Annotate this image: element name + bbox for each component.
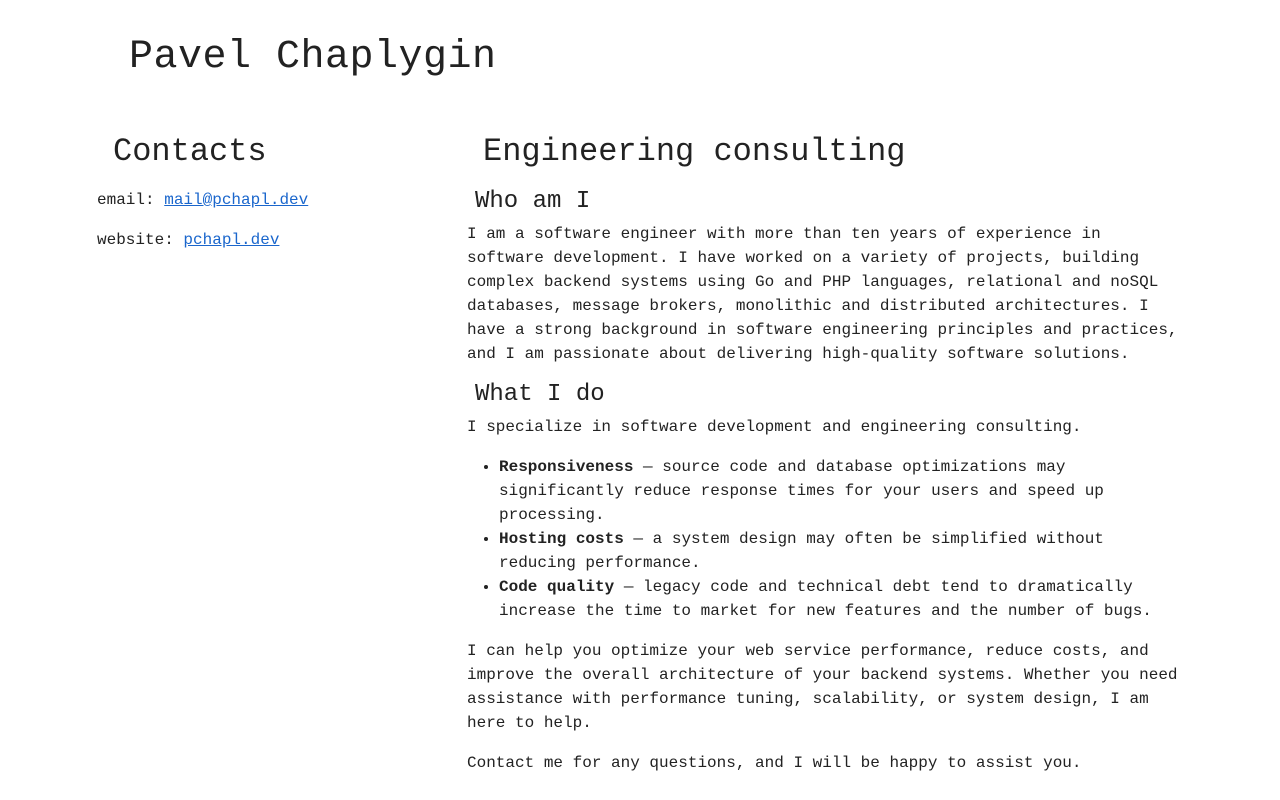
page-heading: Engineering consulting bbox=[483, 133, 906, 170]
what-i-do-intro: I specialize in software development and engineering consulting. bbox=[467, 418, 1082, 436]
list-item bbox=[499, 575, 1187, 623]
contacts-sidebar bbox=[97, 130, 427, 251]
website-label: website: bbox=[97, 231, 184, 249]
service-text: — a system design may often be simplified without reducing performance. bbox=[499, 530, 1104, 572]
who-am-i-text: I am a software engineer with more than ten years of experience in software development. I have worked on a variety of projects, building complex backend systems using Go and PHP languages, relational and noSQL databases, message brokers, monolithic and distributed architectures. I have a strong background in software engineering principles and practices, and I am passionate about delivering high-quality software solutions. bbox=[467, 225, 1178, 363]
service-title: Code quality bbox=[499, 578, 615, 596]
website-line bbox=[97, 229, 427, 251]
service-title: Hosting costs bbox=[499, 530, 624, 548]
website-link[interactable]: pchapl.dev bbox=[183, 231, 280, 249]
service-text: — source code and database optimizations may significantly reduce response times for your users and speed up processing. bbox=[499, 458, 1104, 524]
list-item bbox=[499, 527, 1187, 575]
site-title: Pavel Chaplygin bbox=[129, 35, 497, 80]
service-title: Responsiveness bbox=[499, 458, 634, 476]
email-line bbox=[97, 189, 427, 211]
services-list bbox=[467, 455, 1187, 623]
who-am-i-heading: Who am I bbox=[475, 188, 591, 215]
main-content bbox=[467, 130, 1187, 775]
what-i-do-heading: What I do bbox=[475, 381, 605, 408]
help-text: I can help you optimize your web service performance, reduce costs, and improve the overall architecture of your backend systems. Whether you need assistance with performance tuning, scalability, or system design, I am here to help. bbox=[467, 642, 1178, 732]
list-item bbox=[499, 455, 1187, 527]
contact-me-text: Contact me for any questions, and I will be happy to assist you. bbox=[467, 754, 1082, 772]
contacts-heading: Contacts bbox=[113, 133, 267, 170]
service-text: — legacy code and technical debt tend to dramatically increase the time to market for new features and the number of bugs. bbox=[499, 578, 1152, 620]
email-link[interactable]: mail@pchapl.dev bbox=[164, 191, 309, 209]
email-label: email: bbox=[97, 191, 165, 209]
